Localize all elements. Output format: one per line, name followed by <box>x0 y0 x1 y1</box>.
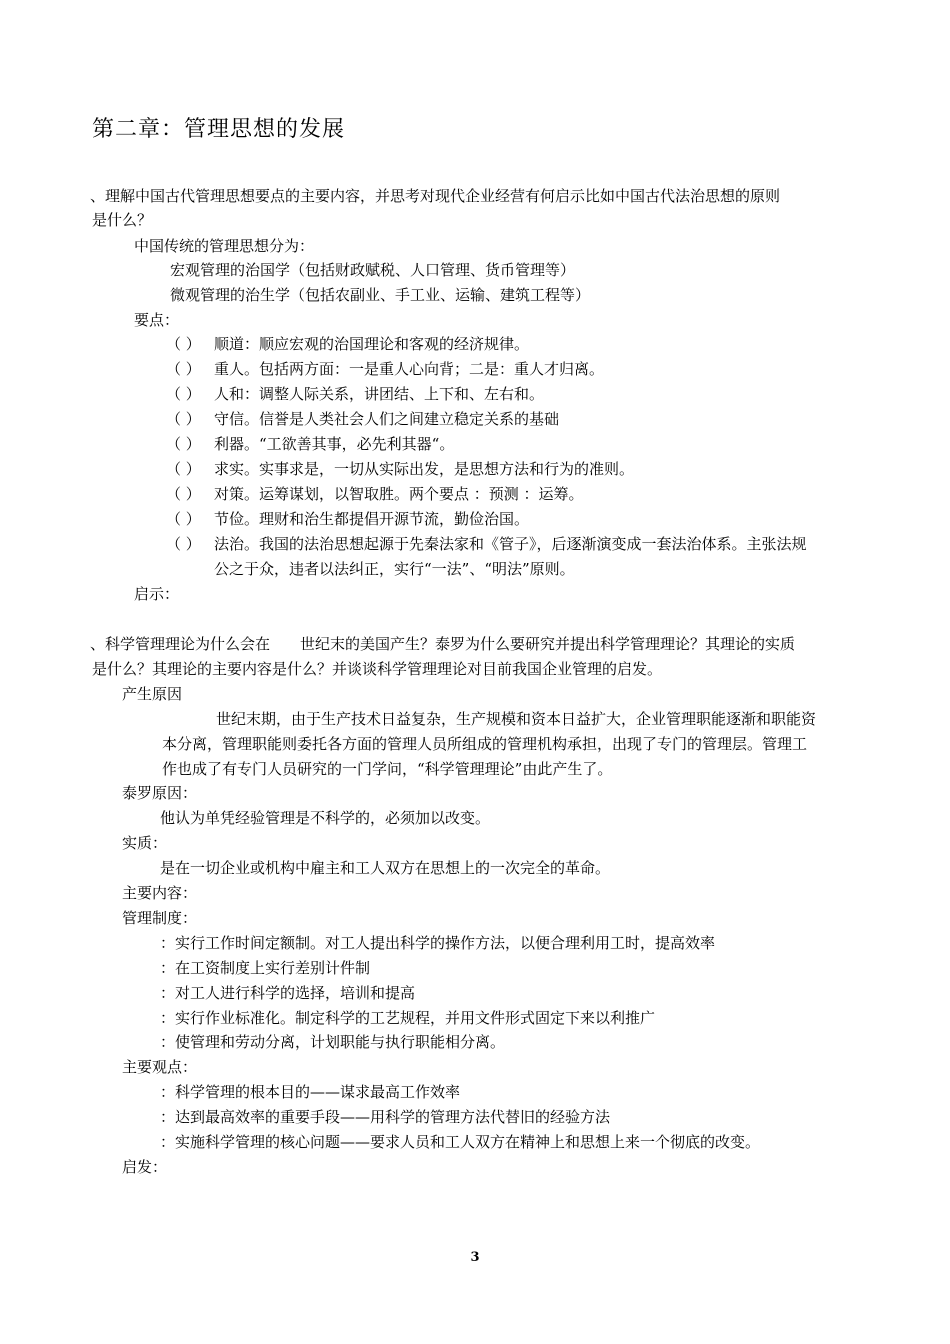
page-number: 3 <box>470 1250 480 1265</box>
q1-points-label: 要点： <box>134 311 180 329</box>
q2-system-item: ：实行作业标准化。制定科学的工艺规程，并用文件形式固定下来以利推广 <box>160 1009 656 1027</box>
q1-point-text: 守信。信誉是人类社会人们之间建立稳定关系的基础 <box>214 410 560 428</box>
q2-origin-text: 作也成了有专门人员研究的一门学问，“科学管理理论”由此产生了。 <box>162 760 613 778</box>
q1-point-item <box>166 534 807 554</box>
q1-point-text: 求实。实事求是，一切从实际出发，是思想方法和行为的准则。 <box>214 460 635 478</box>
q1-point-text: 法治。我国的法治思想起源于先秦法家和《管子》，后逐渐演变成一套法治体系。主张法规 <box>214 535 807 553</box>
q1-point-item <box>166 484 584 504</box>
q1-point-text: 节俭。理财和治生都提倡开源节流，勤俭治国。 <box>214 510 530 528</box>
q2-origin-text: 本分离，管理职能则委托各方面的管理人员所组成的管理机构承担，出现了专门的管理层。管理工 <box>162 735 808 753</box>
q1-point-marker: （ ） <box>166 535 201 553</box>
q1-question-line2: 是什么？ <box>92 211 153 229</box>
q1-point-text: 对策。运筹谋划，以智取胜。两个要点 ：预测 ：运筹。 <box>214 485 584 503</box>
q2-view-item: ：科学管理的根本目的——谋求最高工作效率 <box>160 1083 461 1101</box>
q1-inspiration-label: 启示： <box>134 585 180 603</box>
q1-point-item <box>166 509 529 529</box>
q2-view-item: ：实施科学管理的核心问题——要求人员和工人双方在精神上和思想上来一个彻底的改变。 <box>160 1133 761 1151</box>
q1-point-item <box>166 409 559 429</box>
q2-system-item: ：实行工作时间定额制。对工人提出科学的操作方法，以便合理利用工时，提高效率 <box>160 934 716 952</box>
q1-point-text: 重人。包括两方面：一是重人心向背；二是：重人才归离。 <box>214 360 605 378</box>
q1-point-marker: （ ） <box>166 385 201 403</box>
q1-point-marker: （ ） <box>166 335 201 353</box>
q1-point-text: 顺道：顺应宏观的治国理论和客观的经济规律。 <box>214 335 530 353</box>
q2-taylor-text: 他认为单凭经验管理是不科学的，必须加以改变。 <box>160 809 491 827</box>
q2-origin-text: 世纪末期，由于生产技术日益复杂，生产规模和资本日益扩大，企业管理职能逐渐和职能资 <box>216 710 817 728</box>
q1-point-marker: （ ） <box>166 360 201 378</box>
q2-question-line1: 、科学管理理论为什么会在 世纪末的美国产生？泰罗为什么要研究并提出科学管理理论？其理论的实质 <box>90 635 796 653</box>
q2-inspiration-label: 启发： <box>122 1158 168 1176</box>
q1-intro: 中国传统的管理思想分为： <box>134 237 315 255</box>
q2-essence-label: 实质： <box>122 834 168 852</box>
q1-point-continuation: 公之于众，违者以法纠正，实行“一法”、“明法”原则。 <box>214 560 575 578</box>
q1-category-micro: 微观管理的治生学（包括农副业、手工业、运输、建筑工程等） <box>170 286 591 304</box>
q1-point-item <box>166 359 604 379</box>
q2-taylor-label: 泰罗原因： <box>122 784 198 802</box>
q1-point-text: 人和：调整人际关系，讲团结、上下和、左右和。 <box>214 385 545 403</box>
q1-point-marker: （ ） <box>166 510 201 528</box>
q2-system-item: ：使管理和劳动分离，计划职能与执行职能相分离。 <box>160 1033 506 1051</box>
q2-system-item: ：对工人进行科学的选择，培训和提高 <box>160 984 416 1002</box>
q2-origin-label: 产生原因 <box>122 685 183 703</box>
q1-point-marker: （ ） <box>166 460 201 478</box>
q1-point-item <box>166 334 529 354</box>
q2-view-item: ：达到最高效率的重要手段——用科学的管理方法代替旧的经验方法 <box>160 1108 611 1126</box>
q1-point-marker: （ ） <box>166 485 201 503</box>
q1-category-macro: 宏观管理的治国学（包括财政赋税、人口管理、货币管理等） <box>170 261 576 279</box>
q2-question-line2: 是什么？其理论的主要内容是什么？并谈谈科学管理理论对目前我国企业管理的启发。 <box>92 660 663 678</box>
q2-views-label: 主要观点： <box>122 1058 198 1076</box>
q2-essence-text: 是在一切企业或机构中雇主和工人双方在思想上的一次完全的革命。 <box>160 859 611 877</box>
chapter-title: 第二章：管理思想的发展 <box>92 117 346 142</box>
q1-point-item <box>166 459 634 479</box>
q1-point-marker: （ ） <box>166 435 201 453</box>
q1-point-marker: （ ） <box>166 410 201 428</box>
q1-point-item <box>166 384 544 404</box>
q2-system-item: ：在工资制度上实行差别计件制 <box>160 959 371 977</box>
q2-system-label: 管理制度： <box>122 909 198 927</box>
q2-content-label: 主要内容： <box>122 884 198 902</box>
q1-point-text: 利器。“工欲善其事，必先利其器“。 <box>214 435 455 453</box>
q1-point-item <box>166 434 454 454</box>
q1-question-line1: 、理解中国古代管理思想要点的主要内容，并思考对现代企业经营有何启示比如中国古代法治思想的原则 <box>90 187 781 205</box>
